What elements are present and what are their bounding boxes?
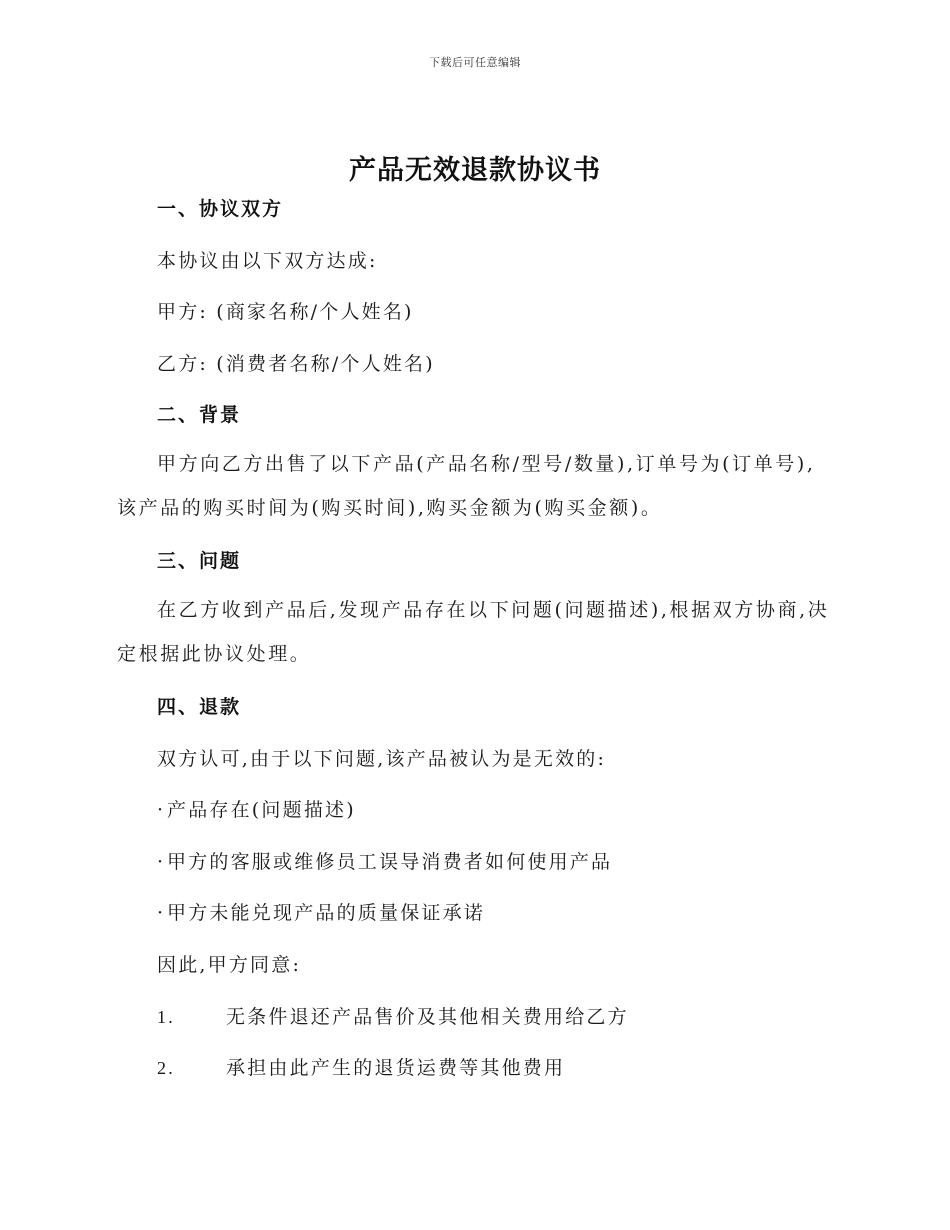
party-b-line: 乙方: (消费者名称/个人姓名): [157, 353, 435, 375]
item-number: 1.: [157, 1007, 175, 1027]
document-title: 产品无效退款协议书: [349, 155, 601, 186]
bullet-item: ·甲方的客服或维修员工误导消费者如何使用产品: [157, 851, 613, 873]
item-number: 2.: [157, 1058, 175, 1078]
section-heading-issue: 三、问题: [157, 550, 242, 572]
bullet-dot-icon: ·: [157, 902, 166, 924]
background-paragraph: 甲方向乙方出售了以下产品(产品名称/型号/数量),订单号为(订单号),该产品的购买时间为(购买时间),购买金额为(购买金额)。: [117, 453, 816, 519]
bullet-dot-icon: ·: [157, 799, 166, 821]
refund-intro: 双方认可,由于以下问题,该产品被认为是无效的:: [157, 748, 607, 770]
item-text: 无条件退还产品售价及其他相关费用给乙方: [226, 1006, 629, 1028]
bullet-item: ·产品存在(问题描述): [157, 799, 356, 821]
party-a-line: 甲方: (商家名称/个人姓名): [157, 301, 414, 323]
bullet-item: ·甲方未能兑现产品的质量保证承诺: [157, 902, 486, 924]
item-text: 承担由此产生的退货运费等其他费用: [226, 1057, 566, 1079]
section-heading-refund: 四、退款: [157, 696, 242, 718]
section-heading-background: 二、背景: [157, 404, 242, 426]
issue-paragraph: 在乙方收到产品后,发现产品存在以下问题(问题描述),根据双方协商,决定根据此协议处理。: [117, 599, 830, 665]
numbered-item: [157, 1002, 873, 1029]
therefore-line: 因此,甲方同意:: [157, 954, 302, 976]
bullet-dot-icon: ·: [157, 851, 166, 873]
numbered-item: [157, 1053, 873, 1080]
page-header-note: 下载后可任意编辑: [429, 56, 521, 69]
section-heading-parties: 一、协议双方: [157, 198, 284, 220]
parties-intro: 本协议由以下双方达成:: [157, 250, 378, 272]
